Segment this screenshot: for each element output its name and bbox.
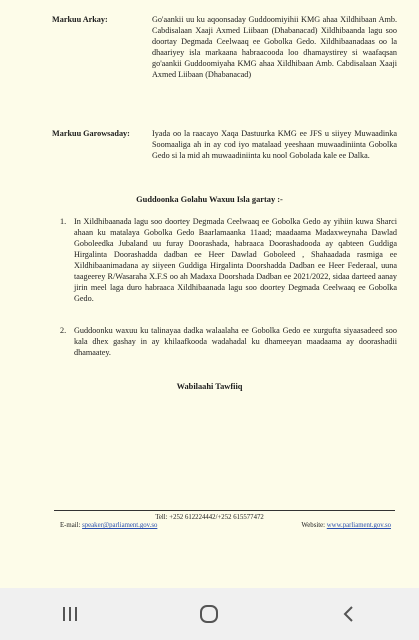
closing-signature: Wabilaahi Tawfiiq	[176, 382, 243, 391]
speaker-section-garowsaday	[52, 128, 397, 161]
list-item	[60, 325, 397, 358]
email-link[interactable]: speaker@parliament.gov.so	[82, 522, 158, 529]
android-navigation-bar	[0, 588, 419, 640]
back-button[interactable]	[319, 594, 379, 634]
footer-phone: Tell: +252 612224442/+252 615577472	[155, 514, 264, 521]
speaker-text: Iyada oo la raacayo Xaqa Dastuurka KMG ee JFS u siiyey Muwaadinka Soomaaliga ah in ay cod iyo matalaad yeeshaan muwaadiniinta Gobolka Gedo si la mid ah muwaadiniinta ku nool Gobolada kale ee Dalka.	[152, 129, 397, 160]
recents-button[interactable]	[40, 594, 100, 634]
speaker-label: Markuu Arkay:	[52, 15, 108, 24]
home-button[interactable]	[179, 594, 239, 634]
back-icon	[341, 604, 357, 624]
website-link[interactable]: www.parliament.gov.so	[326, 522, 391, 529]
speaker-label: Markuu Garowsaday:	[52, 129, 130, 138]
speaker-section-arkay	[52, 14, 397, 80]
email-label: E-mail:	[60, 522, 81, 529]
speaker-text: Go'aankii uu ku aqoonsaday Guddoomiyihii KMG ahaa Xildhibaan Amb. Cabdisalaan Xaaji Axmed Liibaan (Dhabanacad) Xildhibaanda lagu soo doortay Degmada Ceelwaaq ee Gobolka Gedo. Xildhibaanadaas oo la dhaariyey isla markaana habraacooda loo dhamaystirey si waafaqsan go'aankii Guddoomiyaha KMG ahaa Xildhibaan Amb. Cabdisalaan Xaaji Axmed Liibaan (Dhabanacad)	[152, 15, 397, 79]
item-number: 2.	[60, 326, 67, 335]
list-item	[60, 216, 397, 304]
footer-divider	[54, 510, 395, 511]
recents-icon	[60, 605, 80, 623]
item-text: In Xildhibaanada lagu soo doortey Degmada Ceelwaaq ee Gobolka Gedo ay yihiin kuwa Sharci ahaan ku matalaya Gobolka Gedo Baarlamaanka 11aad; maadaama Madaxweynaha Dawlad Goboleedka Jubaland uu furay Doorashada, habraaca Doorashadooda ay qabteen Guddiga Hirgalinta Doorashadda dadban ee Heer Dawlad Goboleed , Shahaadada rasmiga ee Xildhibaanimadana ay siiyeen Guddiga Hirgalinta Doorshadda Dadban ee Heer Federaal, uuna taageerey R/Wasaraha X.F.S oo ah Madaxa Doorshada Dadban ee 2021/2022, sidaa darteed aanay jirin meel laga duro habraaca Xildhibaanada lagu soo doortey Degmada Ceelwaaq ee Gobolka Gedo.	[74, 217, 397, 303]
website-label: Website:	[301, 522, 326, 529]
section-heading: Guddoonka Golahu Waxuu Isla gartay :-	[136, 195, 283, 204]
item-text: Guddoonku waxuu ku talinayaa dadka walaalaha ee Gobolka Gedo ee xurgufta siyaasadeed soo kala dhex gashay in ay khilaafkooda wadahadal ku dhameeyan maadaama ay doorashadii dhamaatey.	[74, 326, 397, 357]
item-number: 1.	[60, 217, 67, 226]
footer-email	[60, 522, 157, 529]
home-icon	[198, 603, 220, 625]
footer-website	[301, 522, 391, 529]
